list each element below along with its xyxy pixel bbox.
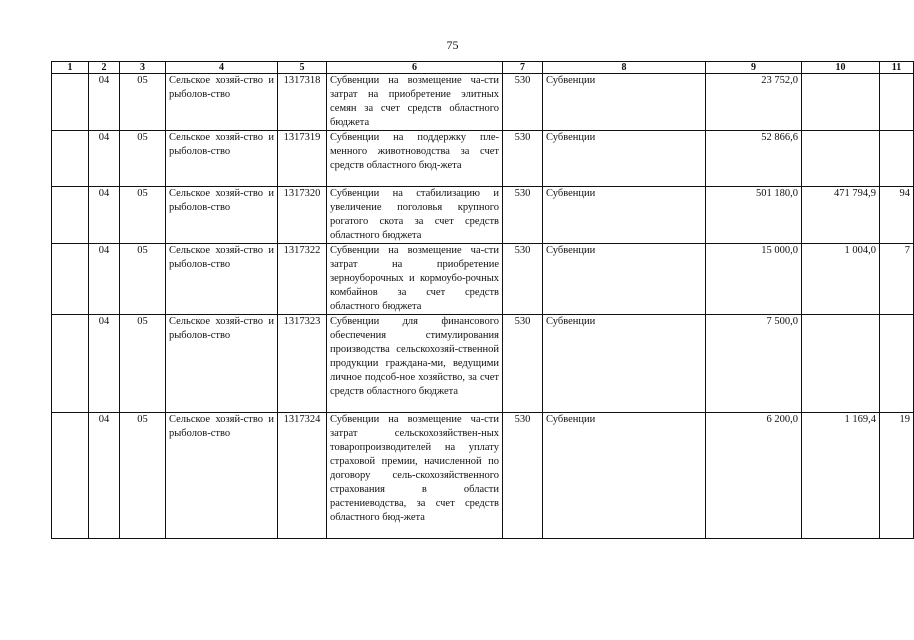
table-row <box>52 74 914 131</box>
page-number: 75 <box>446 38 459 52</box>
cell-expense-code: 530 <box>503 131 543 187</box>
cell-expense-type: Субвенции <box>543 74 706 131</box>
cell-section: 04 <box>89 131 120 187</box>
cell-section-name: Сельское хозяй-ство и рыболов-ство <box>166 187 278 244</box>
cell-percent <box>880 315 914 413</box>
cell-section-name: Сельское хозяй-ство и рыболов-ство <box>166 413 278 539</box>
cell-subsection: 05 <box>120 315 166 413</box>
cell-executed-amount: 1 169,4 <box>802 413 880 539</box>
cell-col1 <box>52 187 89 244</box>
cell-target-code: 1317324 <box>278 413 327 539</box>
column-header: 2 <box>89 62 120 74</box>
column-header: 1 <box>52 62 89 74</box>
cell-section-name: Сельское хозяй-ство и рыболов-ство <box>166 315 278 413</box>
cell-expense-code: 530 <box>503 74 543 131</box>
cell-col1 <box>52 74 89 131</box>
column-header: 3 <box>120 62 166 74</box>
table-row <box>52 244 914 315</box>
cell-subsection: 05 <box>120 131 166 187</box>
column-header: 5 <box>278 62 327 74</box>
cell-section-name: Сельское хозяй-ство и рыболов-ство <box>166 131 278 187</box>
cell-section: 04 <box>89 413 120 539</box>
column-header: 7 <box>503 62 543 74</box>
cell-description: Субвенции на возмещение ча-сти затрат на приобретение зерноуборочных и кормоубо-рочных комбайнов за счет средств областного бюджета <box>327 244 503 315</box>
cell-executed-amount <box>802 315 880 413</box>
column-header: 9 <box>706 62 802 74</box>
column-header: 8 <box>543 62 706 74</box>
cell-col1 <box>52 131 89 187</box>
cell-expense-code: 530 <box>503 413 543 539</box>
cell-percent <box>880 131 914 187</box>
cell-description: Субвенции на возмещение ча-сти затрат на приобретение элитных семян за счет средств областного бюджета <box>327 74 503 131</box>
cell-subsection: 05 <box>120 244 166 315</box>
cell-percent: 94 <box>880 187 914 244</box>
cell-expense-code: 530 <box>503 187 543 244</box>
cell-description: Субвенции на стабилизацию и увеличение поголовья крупного рогатого скота за счет средств областного бюджета <box>327 187 503 244</box>
table-row <box>52 315 914 413</box>
cell-description: Субвенции для финансового обеспечения стимулирования производства сельскохозяй-ственной продукции граждана-ми, ведущими личное подсоб-ное хозяйство, за счет средств областного бюджета <box>327 315 503 413</box>
cell-planned-amount: 15 000,0 <box>706 244 802 315</box>
column-header: 10 <box>802 62 880 74</box>
column-header: 11 <box>880 62 914 74</box>
cell-target-code: 1317318 <box>278 74 327 131</box>
cell-executed-amount <box>802 131 880 187</box>
cell-target-code: 1317320 <box>278 187 327 244</box>
cell-section: 04 <box>89 74 120 131</box>
cell-executed-amount: 1 004,0 <box>802 244 880 315</box>
cell-subsection: 05 <box>120 74 166 131</box>
table-row <box>52 131 914 187</box>
cell-expense-type: Субвенции <box>543 315 706 413</box>
cell-expense-type: Субвенции <box>543 131 706 187</box>
table-row <box>52 187 914 244</box>
cell-target-code: 1317319 <box>278 131 327 187</box>
cell-section-name: Сельское хозяй-ство и рыболов-ство <box>166 74 278 131</box>
cell-planned-amount: 6 200,0 <box>706 413 802 539</box>
column-header: 4 <box>166 62 278 74</box>
cell-section: 04 <box>89 315 120 413</box>
cell-subsection: 05 <box>120 187 166 244</box>
cell-expense-type: Субвенции <box>543 244 706 315</box>
cell-expense-code: 530 <box>503 244 543 315</box>
cell-percent: 7 <box>880 244 914 315</box>
cell-target-code: 1317322 <box>278 244 327 315</box>
cell-col1 <box>52 315 89 413</box>
cell-section-name: Сельское хозяй-ство и рыболов-ство <box>166 244 278 315</box>
cell-planned-amount: 7 500,0 <box>706 315 802 413</box>
cell-planned-amount: 52 866,6 <box>706 131 802 187</box>
cell-target-code: 1317323 <box>278 315 327 413</box>
cell-executed-amount <box>802 74 880 131</box>
cell-col1 <box>52 413 89 539</box>
budget-table <box>51 61 914 539</box>
cell-expense-type: Субвенции <box>543 187 706 244</box>
cell-planned-amount: 23 752,0 <box>706 74 802 131</box>
cell-planned-amount: 501 180,0 <box>706 187 802 244</box>
table-row <box>52 413 914 539</box>
cell-percent <box>880 74 914 131</box>
cell-executed-amount: 471 794,9 <box>802 187 880 244</box>
cell-section: 04 <box>89 187 120 244</box>
column-header: 6 <box>327 62 503 74</box>
header-row <box>52 62 914 74</box>
cell-expense-code: 530 <box>503 315 543 413</box>
cell-expense-type: Субвенции <box>543 413 706 539</box>
cell-col1 <box>52 244 89 315</box>
cell-description: Субвенции на поддержку пле-менного животноводства за счет средств областного бюд-жета <box>327 131 503 187</box>
cell-subsection: 05 <box>120 413 166 539</box>
cell-percent: 19 <box>880 413 914 539</box>
cell-section: 04 <box>89 244 120 315</box>
cell-description: Субвенции на возмещение ча-сти затрат сельскохозяйствен-ных товаропроизводителей на уплату страховой премии, начисленной по договору сель-скохозяйственного страхования в области растениеводства, за счет средств областного бюд-жета <box>327 413 503 539</box>
